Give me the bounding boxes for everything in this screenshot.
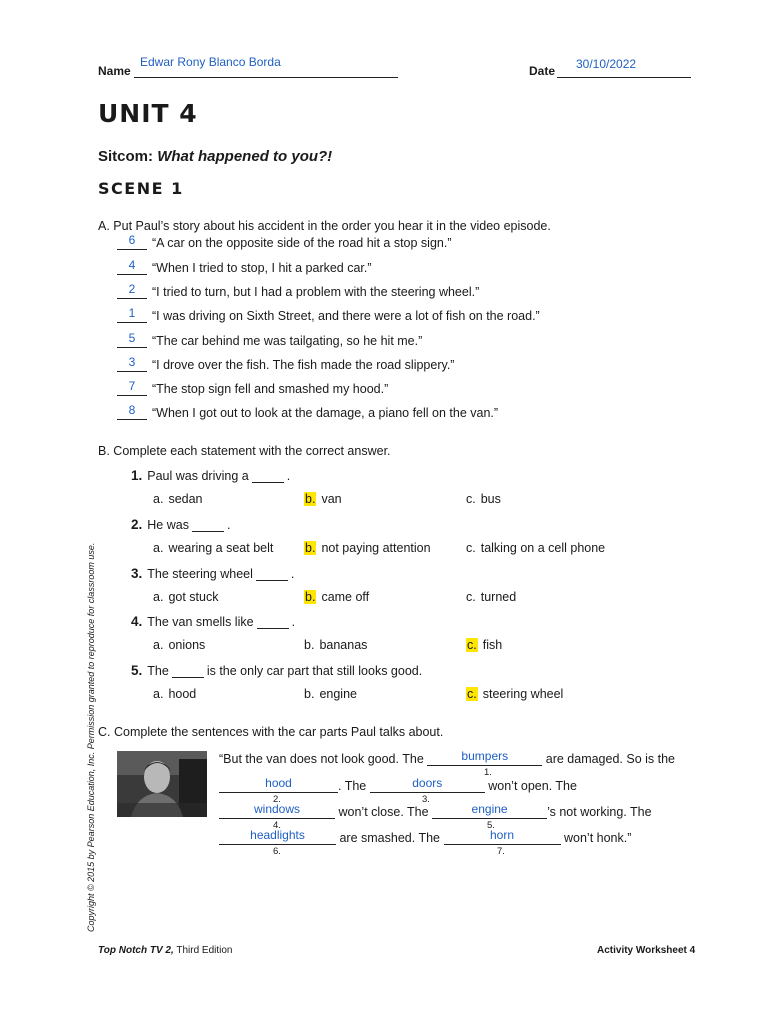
blank-4[interactable]: windows — [219, 805, 335, 819]
part-a-item — [117, 258, 372, 275]
option-text: not paying attention — [321, 541, 431, 555]
part-c-instruction — [98, 725, 443, 739]
option-letter: b. — [305, 492, 316, 506]
part-b-instruction — [98, 444, 391, 458]
option-text: talking on a cell phone — [480, 541, 606, 555]
answer-option[interactable] — [304, 638, 367, 652]
stem-blank[interactable] — [172, 664, 204, 678]
option-letter: a. — [153, 590, 164, 604]
part-a-item-text: “I drove over the fish. The fish made the road slippery.” — [152, 358, 455, 372]
option-letter: b. — [304, 638, 315, 652]
option-text: engine — [319, 687, 357, 701]
part-a-item — [117, 233, 452, 250]
blank-num-2: 2. — [273, 794, 281, 805]
blank-1[interactable]: bumpers — [427, 752, 542, 766]
option-text: fish — [482, 638, 503, 652]
option-text: wearing a seat belt — [168, 541, 274, 555]
answer-option[interactable] — [304, 590, 369, 604]
order-blank[interactable]: 1 — [117, 309, 147, 323]
part-a-item-text: “A car on the opposite side of the road hit a stop sign.” — [152, 236, 452, 250]
blank-num-1: 1. — [484, 767, 492, 778]
option-letter: a. — [153, 687, 164, 701]
part-b-question: 3. The steering wheel . — [131, 566, 295, 581]
copyright-notice: Copyright © 2015 by Pearson Education, Inc. Permission granted to reproduce for classroom use. — [86, 542, 96, 932]
option-letter: b. — [305, 541, 316, 555]
part-b-question: 1. Paul was driving a . — [131, 468, 291, 483]
option-letter: a. — [153, 638, 164, 652]
date-value[interactable]: 30/10/2022 — [576, 57, 637, 71]
answer-option[interactable] — [153, 687, 196, 701]
answer-option[interactable] — [304, 541, 431, 555]
sitcom-title: What happened to you?! — [157, 148, 333, 165]
answer-option[interactable] — [153, 638, 205, 652]
question-number: 5. — [131, 663, 143, 678]
part-b-question: 4. The van smells like . — [131, 614, 296, 629]
part-a-item — [117, 306, 540, 323]
part-a-letter: A. — [98, 219, 110, 233]
blank-num-7: 7. — [497, 846, 505, 857]
footer-book-title: Top Notch TV 2, — [98, 945, 174, 956]
option-letter: c. — [466, 492, 476, 506]
answer-option[interactable] — [466, 492, 501, 506]
option-text: bananas — [319, 638, 368, 652]
order-blank[interactable]: 3 — [117, 358, 147, 372]
blank-2[interactable]: hood — [219, 779, 338, 793]
option-text: van — [321, 492, 342, 506]
option-letter: c. — [467, 638, 477, 652]
part-a-item-text: “The stop sign fell and smashed my hood.” — [152, 382, 389, 396]
option-text: turned — [480, 590, 517, 604]
order-blank[interactable]: 8 — [117, 406, 147, 420]
option-letter: c. — [466, 590, 476, 604]
date-label: Date — [529, 64, 556, 78]
blank-num-4: 4. — [273, 820, 281, 831]
answer-option[interactable] — [304, 687, 357, 701]
part-b-text: Complete each statement with the correct answer. — [113, 444, 391, 458]
part-c-line-4: headlights are smashed. The horn won’t honk.” — [219, 831, 631, 845]
option-letter: a. — [153, 492, 164, 506]
question-number: 1. — [131, 468, 143, 483]
option-letter: c. — [467, 687, 477, 701]
part-a-item-text: “When I tried to stop, I hit a parked car.” — [152, 261, 372, 275]
answer-option[interactable] — [466, 687, 563, 701]
part-c-line-1: “But the van does not look good. The bumpers are damaged. So is the — [219, 749, 675, 766]
part-a-item — [117, 379, 389, 396]
footer-book — [98, 945, 233, 956]
answer-option[interactable] — [466, 590, 516, 604]
question-number: 2. — [131, 517, 143, 532]
option-text: got stuck — [168, 590, 219, 604]
part-a-item-text: “The car behind me was tailgating, so he hit me.” — [152, 334, 423, 348]
part-c-line-2: hood . The doors won’t open. The — [219, 779, 577, 793]
part-b-letter: B. — [98, 444, 110, 458]
part-a-item — [117, 403, 499, 420]
blank-6[interactable]: headlights — [219, 831, 336, 845]
part-c-text: Complete the sentences with the car parts Paul talks about. — [113, 725, 444, 739]
order-blank[interactable]: 7 — [117, 382, 147, 396]
order-blank[interactable]: 5 — [117, 334, 147, 348]
order-blank[interactable]: 2 — [117, 285, 147, 299]
blank-num-3: 3. — [422, 794, 430, 805]
question-number: 3. — [131, 566, 143, 581]
paul-photo — [117, 751, 207, 817]
option-text: came off — [321, 590, 370, 604]
blank-7[interactable]: horn — [444, 831, 561, 845]
blank-3[interactable]: doors — [370, 779, 485, 793]
name-value[interactable]: Edwar Rony Blanco Borda — [140, 55, 281, 69]
answer-option[interactable] — [153, 492, 203, 506]
footer-edition: Third Edition — [173, 945, 233, 956]
option-text: onions — [168, 638, 206, 652]
part-a-text: Put Paul’s story about his accident in the order you hear it in the video episode. — [113, 219, 551, 233]
part-b-question: 2. He was . — [131, 517, 231, 532]
part-c-line-3: windows won’t close. The engine ’s not working. The — [219, 805, 652, 819]
part-a-item — [117, 331, 423, 348]
part-b-question: 5. The is the only car part that still looks good. — [131, 663, 423, 678]
option-text: hood — [168, 687, 197, 701]
option-letter: b. — [305, 590, 316, 604]
option-letter: a. — [153, 541, 164, 555]
stem-blank[interactable] — [256, 567, 288, 581]
question-number: 4. — [131, 614, 143, 629]
order-blank[interactable]: 6 — [117, 236, 147, 250]
name-label: Name — [98, 64, 131, 78]
option-letter: b. — [304, 687, 315, 701]
option-text: sedan — [168, 492, 203, 506]
unit-title: UNIT 4 — [98, 99, 198, 128]
part-a-item — [117, 355, 455, 372]
answer-option[interactable] — [304, 492, 342, 506]
answer-option[interactable] — [153, 541, 273, 555]
part-c-letter: C. — [98, 725, 111, 739]
blank-5[interactable]: engine — [432, 805, 547, 819]
sitcom-label: Sitcom: — [98, 148, 154, 165]
stem-blank[interactable] — [192, 518, 224, 532]
option-text: bus — [480, 492, 501, 506]
part-a-item — [117, 282, 480, 299]
sitcom-heading — [98, 148, 332, 165]
answer-option[interactable] — [466, 638, 502, 652]
part-a-item-text: “I was driving on Sixth Street, and there were a lot of fish on the road.” — [152, 309, 540, 323]
footer-worksheet: Activity Worksheet 4 — [597, 945, 696, 956]
stem-blank[interactable] — [257, 615, 289, 629]
option-letter: c. — [466, 541, 476, 555]
order-blank[interactable]: 4 — [117, 261, 147, 275]
answer-option[interactable] — [466, 541, 605, 555]
stem-blank[interactable] — [252, 469, 284, 483]
part-a-item-text: “I tried to turn, but I had a problem with the steering wheel.” — [152, 285, 480, 299]
part-a-item-text: “When I got out to look at the damage, a piano fell on the van.” — [152, 406, 499, 420]
blank-num-5: 5. — [487, 820, 495, 831]
part-a-instruction — [98, 219, 551, 233]
option-text: steering wheel — [482, 687, 564, 701]
blank-num-6: 6. — [273, 846, 281, 857]
scene-title: SCENE 1 — [98, 179, 184, 198]
answer-option[interactable] — [153, 590, 218, 604]
